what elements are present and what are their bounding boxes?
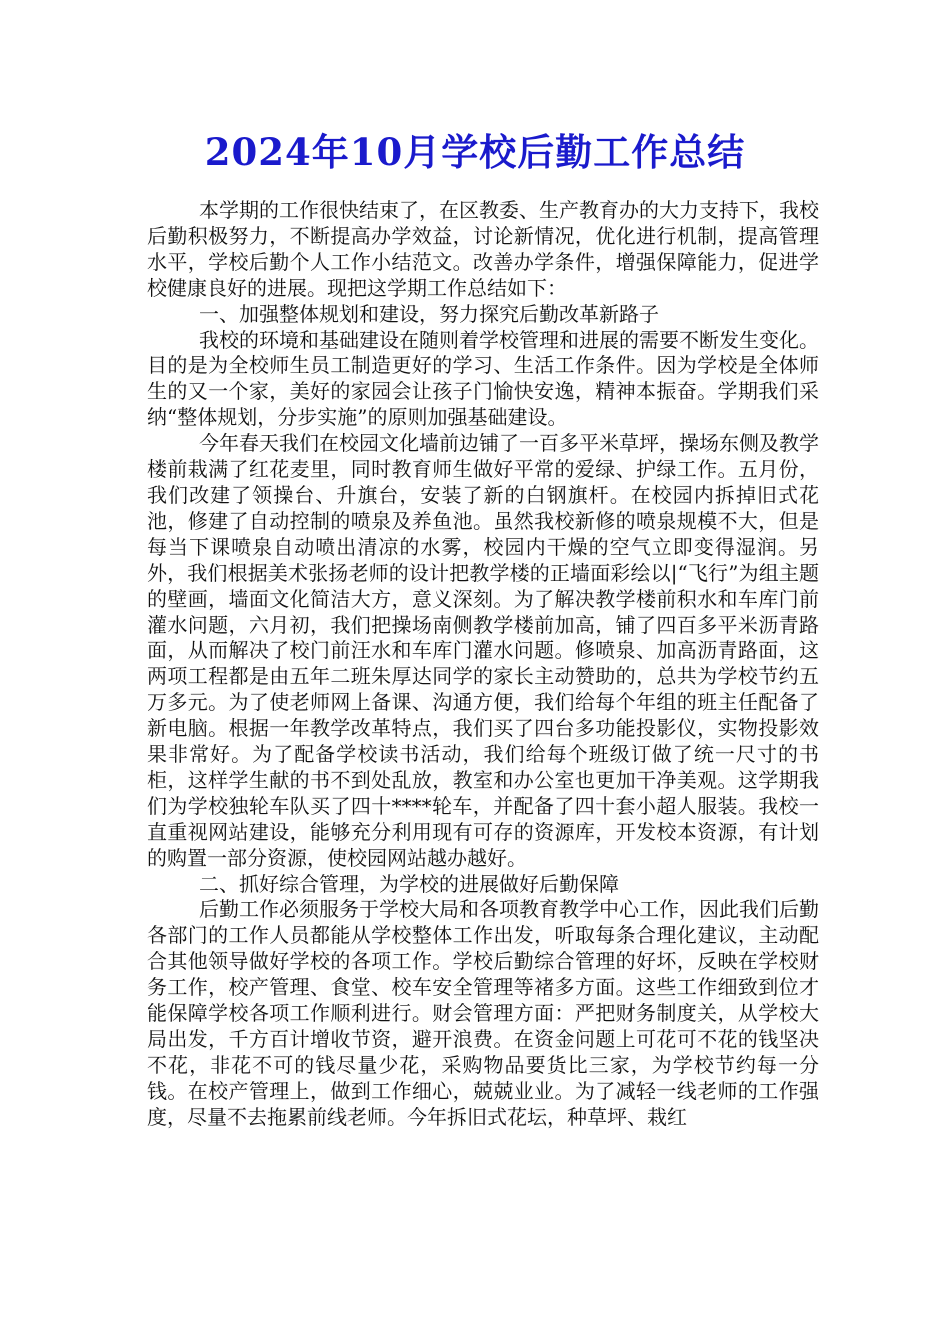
section-heading-2: 二、抓好综合管理，为学校的进展做好后勤保障 bbox=[199, 871, 619, 896]
paragraph-section1-b: 今年春天我们在校园文化墙前边铺了一百多平米草坪，操场东侧及教学楼前栽满了红花麦里，同时教育师生做好平常的爱绿、护绿工作。五月份，我们改建了领操台、升旗台，安装了新的白钢旗杆。在校园内拆掉旧式花池，修建了自动控制的喷泉及养鱼池。虽然我校新修的喷泉规模不大，但是每当下课喷泉自动喷出清凉的水雾，校园内干燥的空气立即变得湿润。另外，我们根据美术张扬老师的设计把教学楼的正墙面彩绘以|“飞行”为组主题的壁画，墙面文化简洁大方，意义深刻。为了解决教学楼前积水和车库门前灌水问题，六月初，我们把操场南侧教学楼前加高，铺了四百多平米沥青路面，从而解决了校门前汪水和车库门灌水问题。修喷泉、加高沥青路面，这两项工程都是由五年二班朱厚达同学的家长主动赞助的，总共为学校节约五万多元。为了使老师网上备课、沟通方便，我们给每个年组的班主任配备了新电脑。根据一年教学改革特点，我们买了四台多功能投影仪，实物投影效果非常好。为了配备学校读书活动，我们给每个班级订做了统一尺寸的书柜，这样学生献的书不到处乱放，教室和办公室也更加干净美观。这学期我们为学校独轮车队买了四十****轮车，并配备了四十套小超人服装。我校一直重视网站建设，能够充分利用现有可存的资源库，开发校本资源，有计划的购置一部分资源，使校园网站越办越好。 bbox=[147, 431, 819, 870]
paragraph-section1-a: 我校的环境和基础建设在随则着学校管理和进展的需要不断发生变化。目的是为全校师生员工制造更好的学习、生活工作条件。因为学校是全体师生的又一个家，美好的家园会让孩子门愉快安逸，精神本振奋。学期我们采纳“整体规划，分步实施”的原则加强基础建设。 bbox=[147, 327, 819, 430]
section-heading-1: 一、加强整体规划和建设，努力探究后勤改革新路子 bbox=[199, 301, 659, 326]
document-body bbox=[147, 198, 819, 1131]
paragraph-intro: 本学期的工作很快结束了，在区教委、生产教育办的大力支持下，我校后勤积极努力，不断提高办学效益，讨论新情况，优化进行机制，提高管理水平，学校后勤个人工作小结范文。改善办学条件，增强保障能力，促进学校健康良好的进展。现把这学期工作总结如下： bbox=[147, 198, 819, 300]
paragraph-section2-a: 后勤工作必须服务于学校大局和各项教育教学中心工作，因此我们后勤各部门的工作人员都能从学校整体工作出发，听取每条合理化建议，主动配合其他领导做好学校的各项工作。学校后勤综合管理的好坏，反映在学校财务工作，校产管理、食堂、校车安全管理等褚多方面。这些工作细致到位才能保障学校各项工作顺利进行。财会管理方面：严把财务制度关，从学校大局出发，千方百计增收节资，避开浪费。在资金问题上可花可不花的钱坚决不花，非花不可的钱尽量少花，采购物品要货比三家，为学校节约每一分钱。在校产管理上，做到工作细心，兢兢业业。为了减轻一线老师的工作强度，尽量不去拖累前线老师。今年拆旧式花坛，种草坪、栽红 bbox=[147, 897, 819, 1129]
document-title: 2024年10月学校后勤工作总结 bbox=[204, 130, 746, 174]
